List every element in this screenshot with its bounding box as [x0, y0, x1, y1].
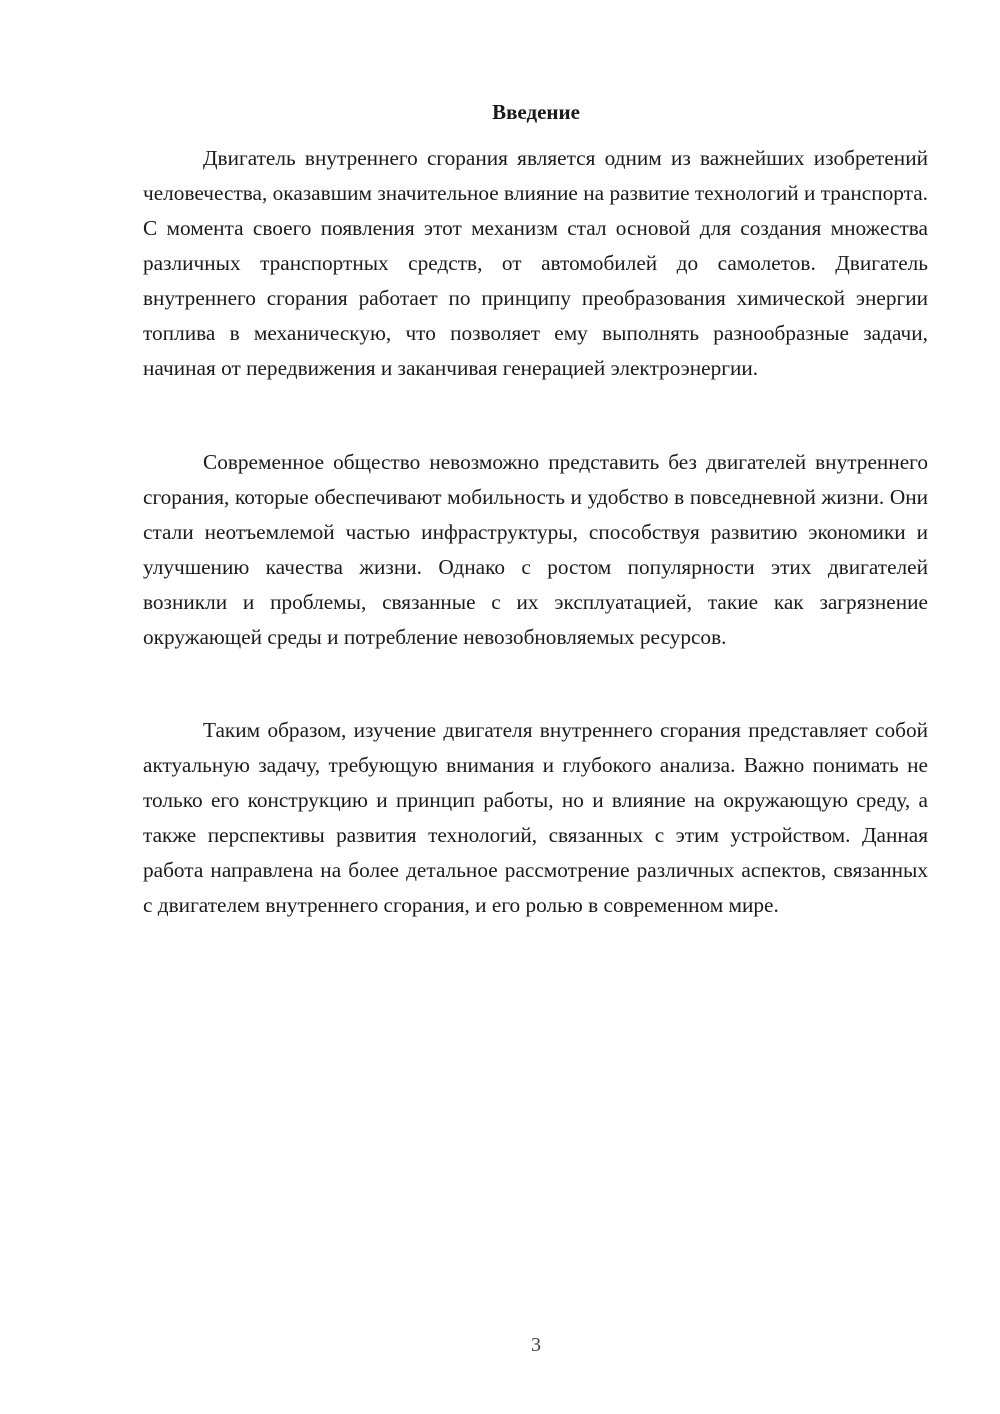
- paragraph-3: Таким образом, изучение двигателя внутреннего сгорания представляет собой актуальную задачу, требующую внимания и глубокого анализа. Важно понимать не только его конструкцию и принцип работы, но и влияние на окружающую среду, а также перспективы развития технологий, связанных с этим устройством. Данная работа направлена на более детальное рассмотрение различных аспектов, связанных с двигателем внутреннего сгорания, и его ролью в современном мире.: [143, 718, 928, 917]
- page-number: 3: [531, 1334, 541, 1356]
- paragraph-1: Двигатель внутреннего сгорания является одним из важнейших изобретений человечества, оказавшим значительное влияние на развитие технологий и транспорта. С момента своего появления этот механизм стал основой для создания множества различных транспортных средств, от автомобилей до самолетов. Двигатель внутреннего сгорания работает по принципу преобразования химической энергии топлива в механическую, что позволяет ему выполнять разнообразные задачи, начиная от передвижения и заканчивая генерацией электроэнергии.: [143, 146, 928, 380]
- paragraph-2: Современное общество невозможно представить без двигателей внутреннего сгорания, которые обеспечивают мобильность и удобство в повседневной жизни. Они стали неотъемлемой частью инфраструктуры, способствуя развитию экономики и улучшению качества жизни. Однако с ростом популярности этих двигателей возникли и проблемы, связанные с их эксплуатацией, такие как загрязнение окружающей среды и потребление невозобновляемых ресурсов.: [143, 450, 928, 649]
- section-heading: Введение: [492, 100, 580, 124]
